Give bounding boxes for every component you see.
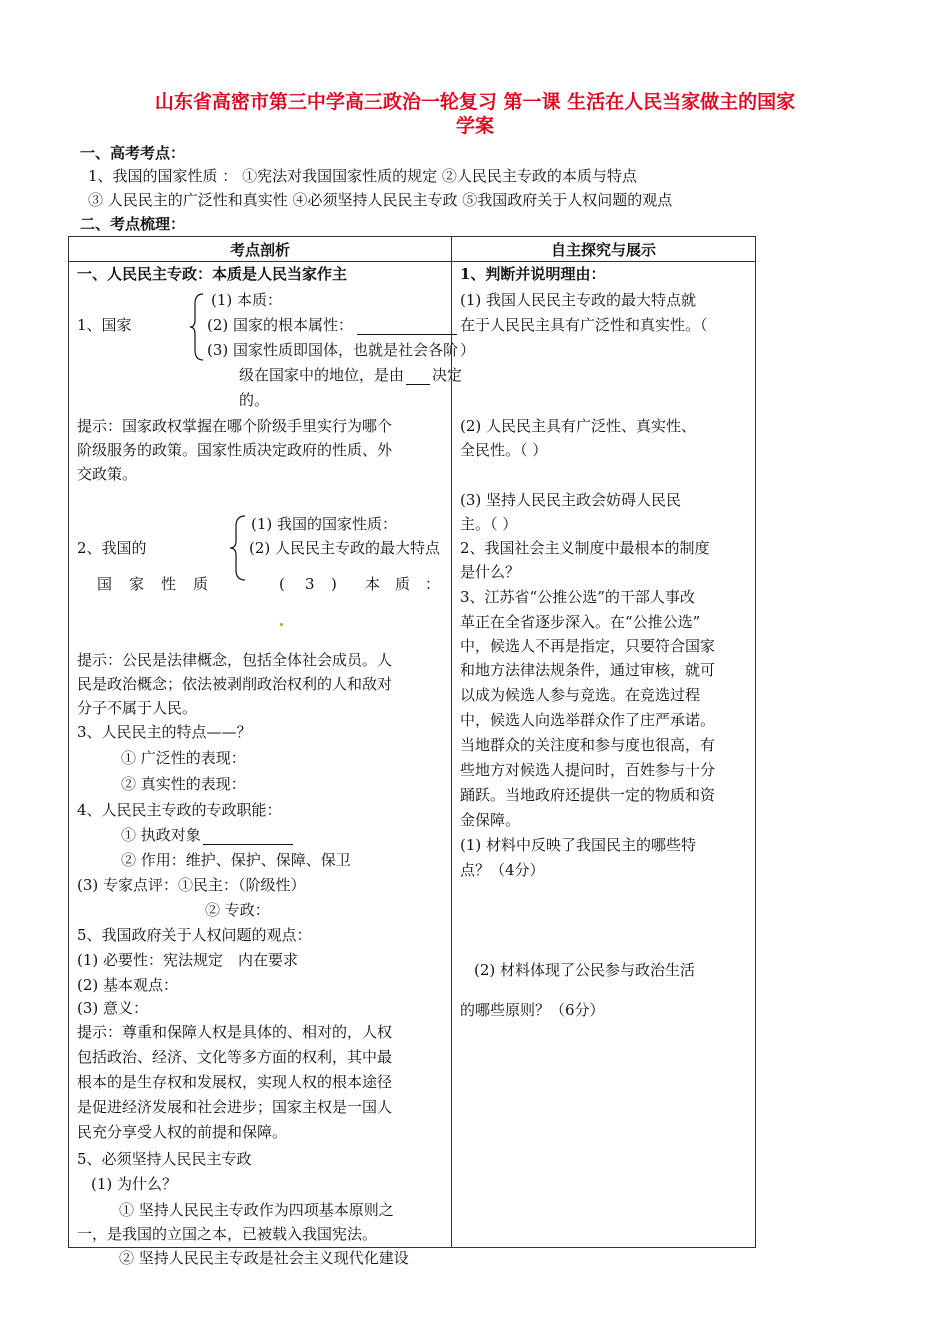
uphold-reason-2: ② 坚持人民民主专政是社会主义现代化建设 xyxy=(119,1249,409,1267)
state-nature-end: 的。 xyxy=(239,391,270,409)
material-line-7: 当地群众的关注度和参与度也很高，有 xyxy=(460,736,716,754)
judge-q2-line-1: (2) 人民民主具有广泛性、真实性、 xyxy=(460,417,697,435)
tip-1-line-1: 提示：国家政权掌握在哪个阶级手里实行为哪个 xyxy=(77,417,393,435)
judge-q2-line-2: 全民性。（ ） xyxy=(460,441,548,459)
tip-3-line-1: 提示：尊重和保障人权是具体的、相对的，人权 xyxy=(77,1023,393,1041)
state-word-5: ( xyxy=(279,575,285,593)
target-of-dictatorship: ① 执政对象 xyxy=(121,825,293,845)
expert-comment-dictatorship: ② 专政： xyxy=(205,901,270,919)
state-word-4: 质 xyxy=(193,575,209,593)
expert-comment: (3) 专家点评：①民主：（阶级性） xyxy=(77,876,306,894)
judge-q1-line-3: ） xyxy=(460,341,476,359)
uphold-reason-1-cont: 一，是我国的立国之本，已被载入我国宪法。 xyxy=(77,1225,378,1243)
exam-points-line-2: ③ 人民民主的广泛性和真实性 ④必须坚持人民民主专政 ⑤我国政府关于人权问题的观点 xyxy=(88,191,673,209)
state-word-1: 国 xyxy=(97,575,113,593)
material-line-2: 革正在全省逐步深入。在“公推公选” xyxy=(460,613,701,631)
uphold-reason-1: ① 坚持人民民主专政作为四项基本原则之 xyxy=(119,1201,394,1219)
human-rights-significance: (3) 意义： xyxy=(77,999,149,1017)
tip-3-line-5: 民充分享受人权的前提和保障。 xyxy=(77,1123,288,1141)
material-line-10: 金保障。 xyxy=(460,811,521,829)
biggest-feature: (2) 人民民主专政的最大特点 xyxy=(249,539,441,557)
human-rights-views: (2) 基本观点： xyxy=(77,976,179,994)
sub-question-2-line-2: 的哪些原则？（6分） xyxy=(460,1001,605,1019)
tip-3-line-2: 包括政治、经济、文化等多方面的权利，其中最 xyxy=(77,1048,393,1066)
material-line-8: 些地方对候选人提问时，百姓参与十分 xyxy=(460,761,716,779)
our-state-label: 2、我国的 xyxy=(77,539,147,557)
human-rights-heading: 5、我国政府关于人权问题的观点： xyxy=(77,926,312,944)
human-rights-necessity: (1) 必要性：宪法规定 内在要求 xyxy=(77,951,299,969)
exploration-cell xyxy=(452,262,756,1248)
tip-1-line-2: 阶级服务的政策。国家性质决定政府的性质、外 xyxy=(77,441,393,459)
brace-icon xyxy=(189,292,205,362)
column-header-exploration: 自主探究与展示 xyxy=(452,237,756,262)
sub-question-1-line-2: 点？（4分） xyxy=(460,861,545,879)
uphold-why: (1) 为什么？ xyxy=(91,1175,178,1193)
tip-2-line-3: 分子不属于人民。 xyxy=(77,699,198,717)
role-of-dictatorship: ② 作用：维护、保护、保障、保卫 xyxy=(121,851,351,869)
page-title xyxy=(70,90,880,138)
dictatorship-function-heading: 4、人民民主专政的专政职能： xyxy=(77,801,282,819)
dot-mark xyxy=(280,623,283,626)
column-header-analysis: 考点剖析 xyxy=(69,237,452,262)
state-word-9: 质 xyxy=(395,575,411,593)
features-heading: 3、人民民主的特点——？ xyxy=(77,723,252,741)
material-line-5: 以成为候选人参与竞选。在竞选过程 xyxy=(460,686,701,704)
review-table xyxy=(68,236,756,1267)
tip-3-line-3: 根本的是生存权和发展权，实现人权的根本途径 xyxy=(77,1073,393,1091)
brace-icon xyxy=(229,514,247,582)
state-word-6: 3 xyxy=(305,575,315,593)
tip-1-line-3: 交政策。 xyxy=(77,465,138,483)
nature-essence: (1) 本质： xyxy=(211,291,283,309)
state-label: 1、国家 xyxy=(77,316,132,334)
review-heading: 二、考点梳理： xyxy=(80,215,186,233)
tip-2-line-2: 民是政治概念；依法被剥削政治权利的人和敌对 xyxy=(77,675,393,693)
title-line-1: 山东省高密市第三中学高三政治一轮复习 第一课 生活在人民当家做主的国家 xyxy=(154,91,796,113)
state-word-10: ： xyxy=(425,575,441,593)
authenticity-performance: ② 真实性的表现： xyxy=(121,775,246,793)
title-line-2: 学案 xyxy=(455,115,494,137)
judge-heading: 1、判断并说明理由： xyxy=(460,265,606,283)
fundamental-attribute: (2) 国家的根本属性： xyxy=(207,315,457,335)
sub-question-2-line-1: (2) 材料体现了公民参与政治生活 xyxy=(474,961,696,979)
exam-points-line-1: 1、我国的国家性质 ： ①宪法对我国国家性质的规定 ②人民民主专政的本质与特点 xyxy=(88,167,637,185)
analysis-cell xyxy=(69,262,463,1267)
uphold-heading: 5、必须坚持人民民主专政 xyxy=(77,1150,252,1168)
question-2-line-1: 2、我国社会主义制度中最根本的制度 xyxy=(460,539,710,557)
material-line-3: 中，候选人不再是指定，只要符合国家 xyxy=(460,637,716,655)
sub-question-1-line-1: (1) 材料中反映了我国民主的哪些特 xyxy=(460,836,697,854)
judge-q1-line-1: (1) 我国人民民主专政的最大特点就 xyxy=(460,291,697,309)
state-word-7: ) xyxy=(331,575,337,593)
material-line-1: 3、江苏省“公推公选”的干部人事改 xyxy=(460,588,695,606)
judge-q3-line-2: 主。（ ） xyxy=(460,515,518,533)
judge-q3-line-1: (3) 坚持人民民主政会妨碍人民民 xyxy=(460,491,682,509)
tip-2-line-1: 提示：公民是法律概念，包括全体社会成员。人 xyxy=(77,651,393,669)
material-line-4: 和地方法律法规条件，通过审核，就可 xyxy=(460,661,716,679)
material-line-6: 中，候选人向选举群众作了庄严承诺。 xyxy=(460,711,716,729)
analysis-heading: 一、人民民主专政：本质是人民当家作主 xyxy=(77,265,348,283)
question-2-line-2: 是什么？ xyxy=(460,563,521,581)
our-state-nature: (1) 我国的国家性质： xyxy=(251,515,398,533)
state-word-2: 家 xyxy=(129,575,145,593)
state-nature-decided: 级在国家中的地位，是由 决定 xyxy=(239,366,463,384)
exam-points-heading: 一、高考考点： xyxy=(80,144,186,162)
material-line-9: 踊跃。当地政府还提供一定的物质和资 xyxy=(460,786,716,804)
state-word-3: 性 xyxy=(161,575,177,593)
state-word-8: 本 xyxy=(365,575,381,593)
judge-q1-line-2: 在于人民民主具有广泛性和真实性。（ xyxy=(460,316,708,334)
state-nature-polity: (3) 国家性质即国体，也就是社会各阶 xyxy=(207,341,459,359)
breadth-performance: ① 广泛性的表现： xyxy=(121,749,246,767)
tip-3-line-4: 是促进经济发展和社会进步；国家主权是一国人 xyxy=(77,1098,393,1116)
